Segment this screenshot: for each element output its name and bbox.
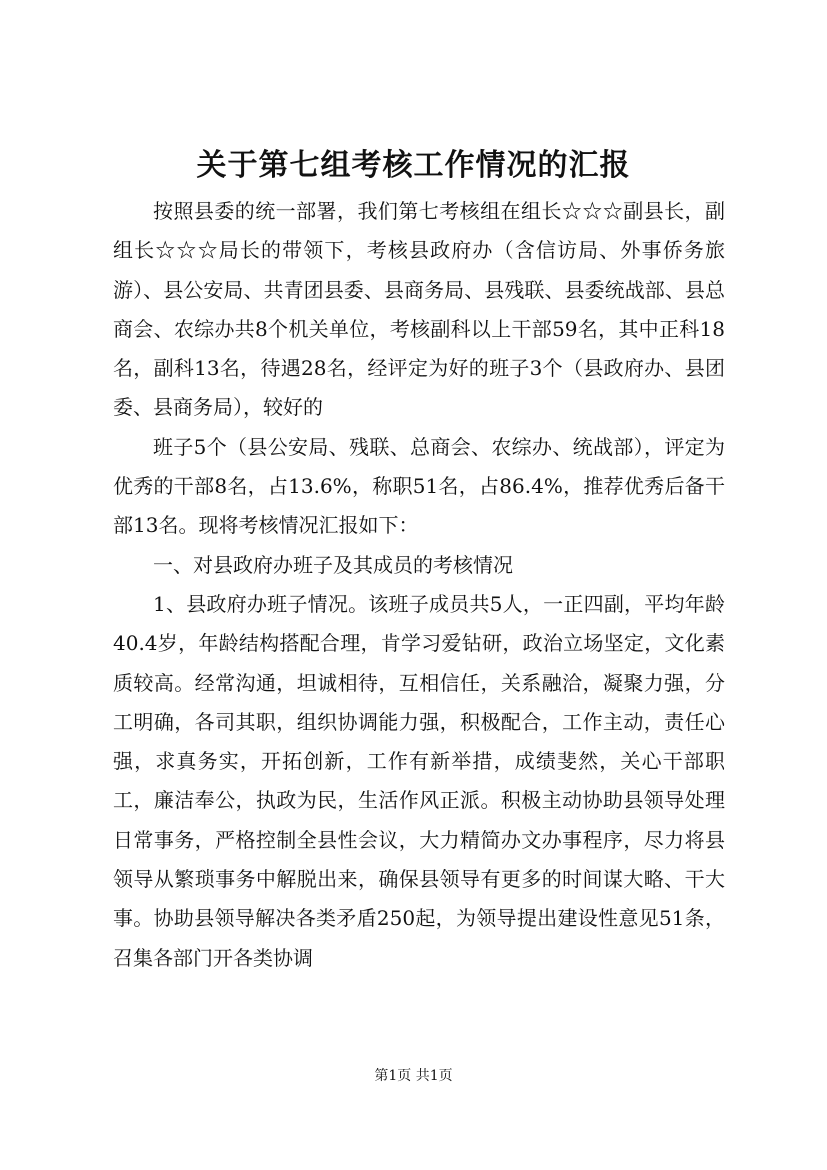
paragraph-summary: 班子5个（县公安局、残联、总商会、农综办、统战部），评定为优秀的干部8名，占13.6%，称职51名，占86.4%，推荐优秀后备干部13名。现将考核情况汇报如下： [113, 434, 725, 538]
paragraph-section-one: 1、县政府办班子情况。该班子成员共5人，一正四副，平均年龄40.4岁，年龄结构搭配合理，肯学习爱钻研，政治立场坚定，文化素质较高。经常沟通，坦诚相待，互相信任，关系融洽，凝聚力强，分工明确，各司其职，组织协调能力强，积极配合，工作主动，责任心强，求真务实，开拓创新，工作有新举措，成绩斐然，关心干部职工，廉洁奉公，执政为民，生活作风正派。积极主动协助县领导处理日常事务，严格控制全县性会议，大力精简办文办事程序，尽力将县领导从繁琐事务中解脱出来，确保县领导有更多的时间谋大略、干大事。协助县领导解决各类矛盾250起，为领导提出建设性意见51条，召集各部门开各类协调 [113, 591, 725, 970]
document-body [113, 192, 725, 978]
document-title: 关于第七组考核工作情况的汇报 [196, 148, 631, 183]
paragraph-intro: 按照县委的统一部署，我们第七考核组在组长☆☆☆副县长，副组长☆☆☆局长的带领下，考核县政府办（含信访局、外事侨务旅游）、县公安局、共青团县委、县商务局、县残联、县委统战部、县总商会、农综办共8个机关单位，考核副科以上干部59名，其中正科18名，副科13名，待遇28名，经评定为好的班子3个（县政府办、县团委、县商务局），较好的 [113, 199, 725, 420]
section-heading: 一、对县政府办班子及其成员的考核情况 [153, 552, 513, 577]
page-footer: 第1页 共1页 [374, 1068, 453, 1084]
